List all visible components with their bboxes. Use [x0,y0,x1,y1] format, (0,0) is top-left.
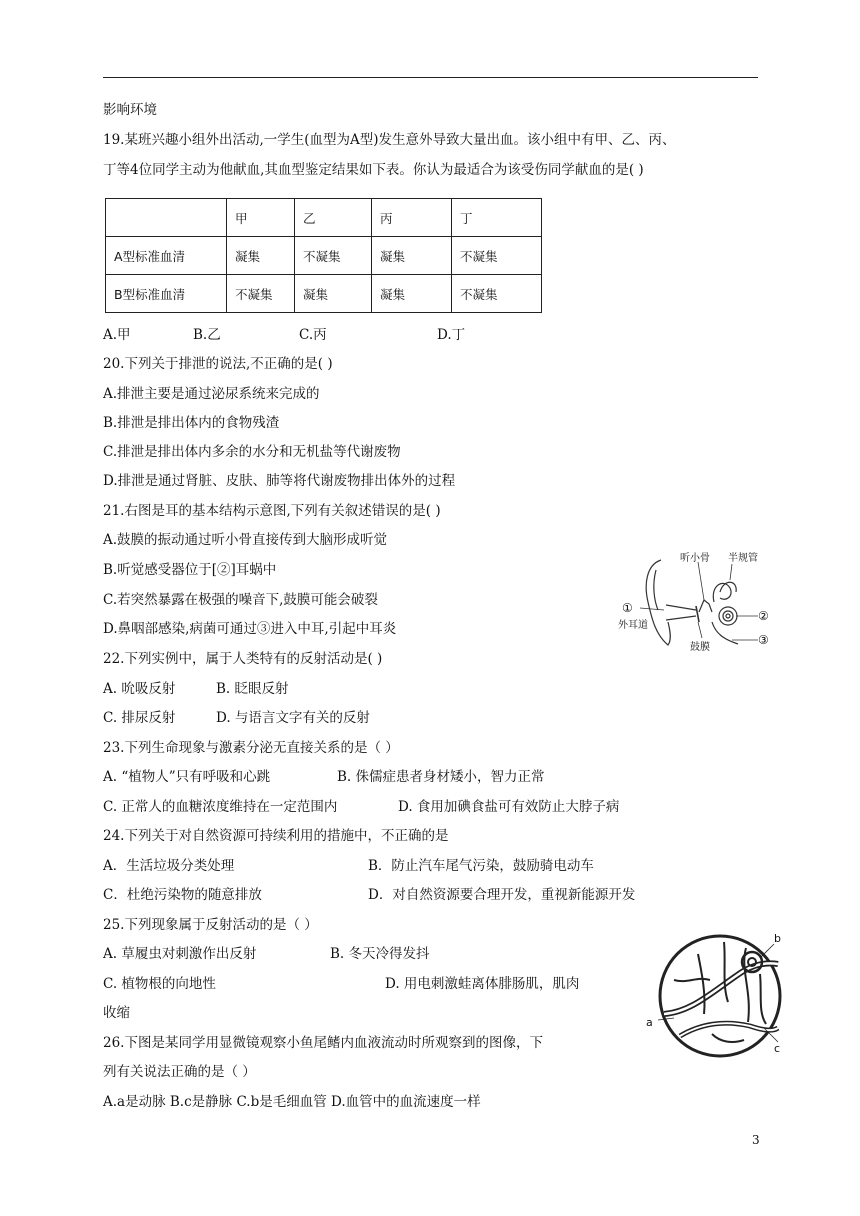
label-c: c [774,1042,781,1055]
label-ossicles: 听小骨 [680,553,710,564]
continued-text: 影响环境 [103,102,157,118]
blood-type-table [105,198,542,313]
q20-option-a: A.排泄主要是通过泌尿系统来完成的 [103,386,320,402]
q24-option-b: B．防止汽车尾气污染，鼓励骑电动车 [368,858,594,874]
q26-stem-line2: 列有关说法正确的是（ ） [103,1064,256,1080]
q20-stem: 20.下列关于排泄的说法,不正确的是( ) [103,356,333,372]
q23-option-a: A. “植物人”只有呼吸和心跳 [103,769,271,785]
q25-option-b: B. 冬天冷得发抖 [330,946,430,962]
q26-stem-line1: 26.下图是某同学用显微镜观察小鱼尾鳍内血液流动时所观察到的图像，下 [103,1035,543,1051]
q25-option-c: C. 植物根的向地性 [103,976,216,992]
q23-stem: 23.下列生命现象与激素分泌无直接关系的是（ ） [103,740,399,756]
q19-option-d: D.丁 [437,327,466,343]
q22-option-b: B. 眨眼反射 [216,681,289,697]
q25-stem: 25.下列现象属于反射活动的是（ ） [103,917,318,933]
label-number-3: ③ [758,633,769,647]
q22-option-c: C. 排尿反射 [103,710,176,726]
q22-option-d: D. 与语言文字有关的反射 [216,710,370,726]
table-cell: 丙 [372,199,452,237]
table-header-row [106,199,542,237]
label-eardrum: 鼓膜 [690,642,710,653]
q20-option-d: D.排泄是通过肾脏、皮肤、肺等将代谢废物排出体外的过程 [103,473,456,489]
q21-option-d: D.鼻咽部感染,病菌可通过③进入中耳,引起中耳炎 [103,621,397,637]
q20-option-b: B.排泄是排出体内的食物残渣 [103,415,280,431]
table-row [106,237,542,275]
q22-option-a: A. 吮吸反射 [103,681,176,697]
q25-option-d: D. 用电刺激蛙离体腓肠肌，肌肉 [385,976,580,992]
fish-tail-blood-vessel-diagram [640,924,786,1064]
q23-option-b: B. 侏儒症患者身材矮小，智力正常 [337,769,545,785]
table-cell: 不凝集 [452,237,542,275]
label-a: a [646,1016,653,1029]
table-cell: 丁 [452,199,542,237]
table-cell: A型标准血清 [106,237,227,275]
table-cell: 凝集 [227,237,295,275]
table-cell: 凝集 [372,275,452,313]
q22-stem: 22.下列实例中，属于人类特有的反射活动是( ) [103,651,383,667]
table-cell: 不凝集 [227,275,295,313]
q21-option-b: B.听觉感受器位于[②]耳蜗中 [103,562,277,578]
q24-option-c: C．杜绝污染物的随意排放 [103,887,262,903]
table-cell: 乙 [295,199,372,237]
table-cell: 凝集 [372,237,452,275]
q19-stem-line1: 19.某班兴趣小组外出活动,一学生(血型为A型)发生意外导致大量出血。该小组中有甲、乙、丙、 [103,132,676,148]
q24-option-a: A．生活垃圾分类处理 [103,858,235,874]
q24-option-d: D．对自然资源要合理开发，重视新能源开发 [368,887,636,903]
ear-structure-diagram [616,540,772,658]
q21-option-a: A.鼓膜的振动通过听小骨直接传到大脑形成听觉 [103,532,388,548]
q25-option-a: A. 草履虫对刺激作出反射 [103,946,257,962]
label-number-1: ① [622,601,633,615]
table-cell [106,199,227,237]
table-cell: 甲 [227,199,295,237]
table-cell: 不凝集 [295,237,372,275]
q23-option-d: D. 食用加碘食盐可有效防止大脖子病 [398,799,620,815]
table-cell: B型标准血清 [106,275,227,313]
q24-stem: 24.下列关于对自然资源可持续利用的措施中，不正确的是 [103,828,449,844]
page-number: 3 [752,1133,760,1147]
q21-option-c: C.若突然暴露在极强的噪音下,鼓膜可能会破裂 [103,592,378,608]
q19-option-c: C.丙 [299,327,327,343]
header-rule [103,77,758,78]
q21-stem: 21.右图是耳的基本结构示意图,下列有关叙述错误的是( ) [103,503,441,519]
q20-option-c: C.排泄是排出体内多余的水分和无机盐等代谢废物 [103,444,401,460]
table-cell: 不凝集 [452,275,542,313]
label-b: b [774,932,781,945]
label-semicircular-canals: 半规管 [728,553,758,564]
label-number-2: ② [758,609,769,623]
q19-stem-line2: 丁等4位同学主动为他献血,其血型鉴定结果如下表。你认为最适合为该受伤同学献血的是( ) [103,162,644,178]
q19-option-a: A.甲 [103,327,131,343]
q23-option-c: C. 正常人的血糖浓度维持在一定范围内 [103,799,338,815]
q19-option-b: B.乙 [193,327,221,343]
q26-options: A.a是动脉 B.c是静脉 C.b是毛细血管 D.血管中的血流速度一样 [103,1094,481,1110]
table-row [106,275,542,313]
q25-option-d-continued: 收缩 [103,1005,130,1021]
label-ear-canal: 外耳道 [618,620,648,631]
table-cell: 凝集 [295,275,372,313]
